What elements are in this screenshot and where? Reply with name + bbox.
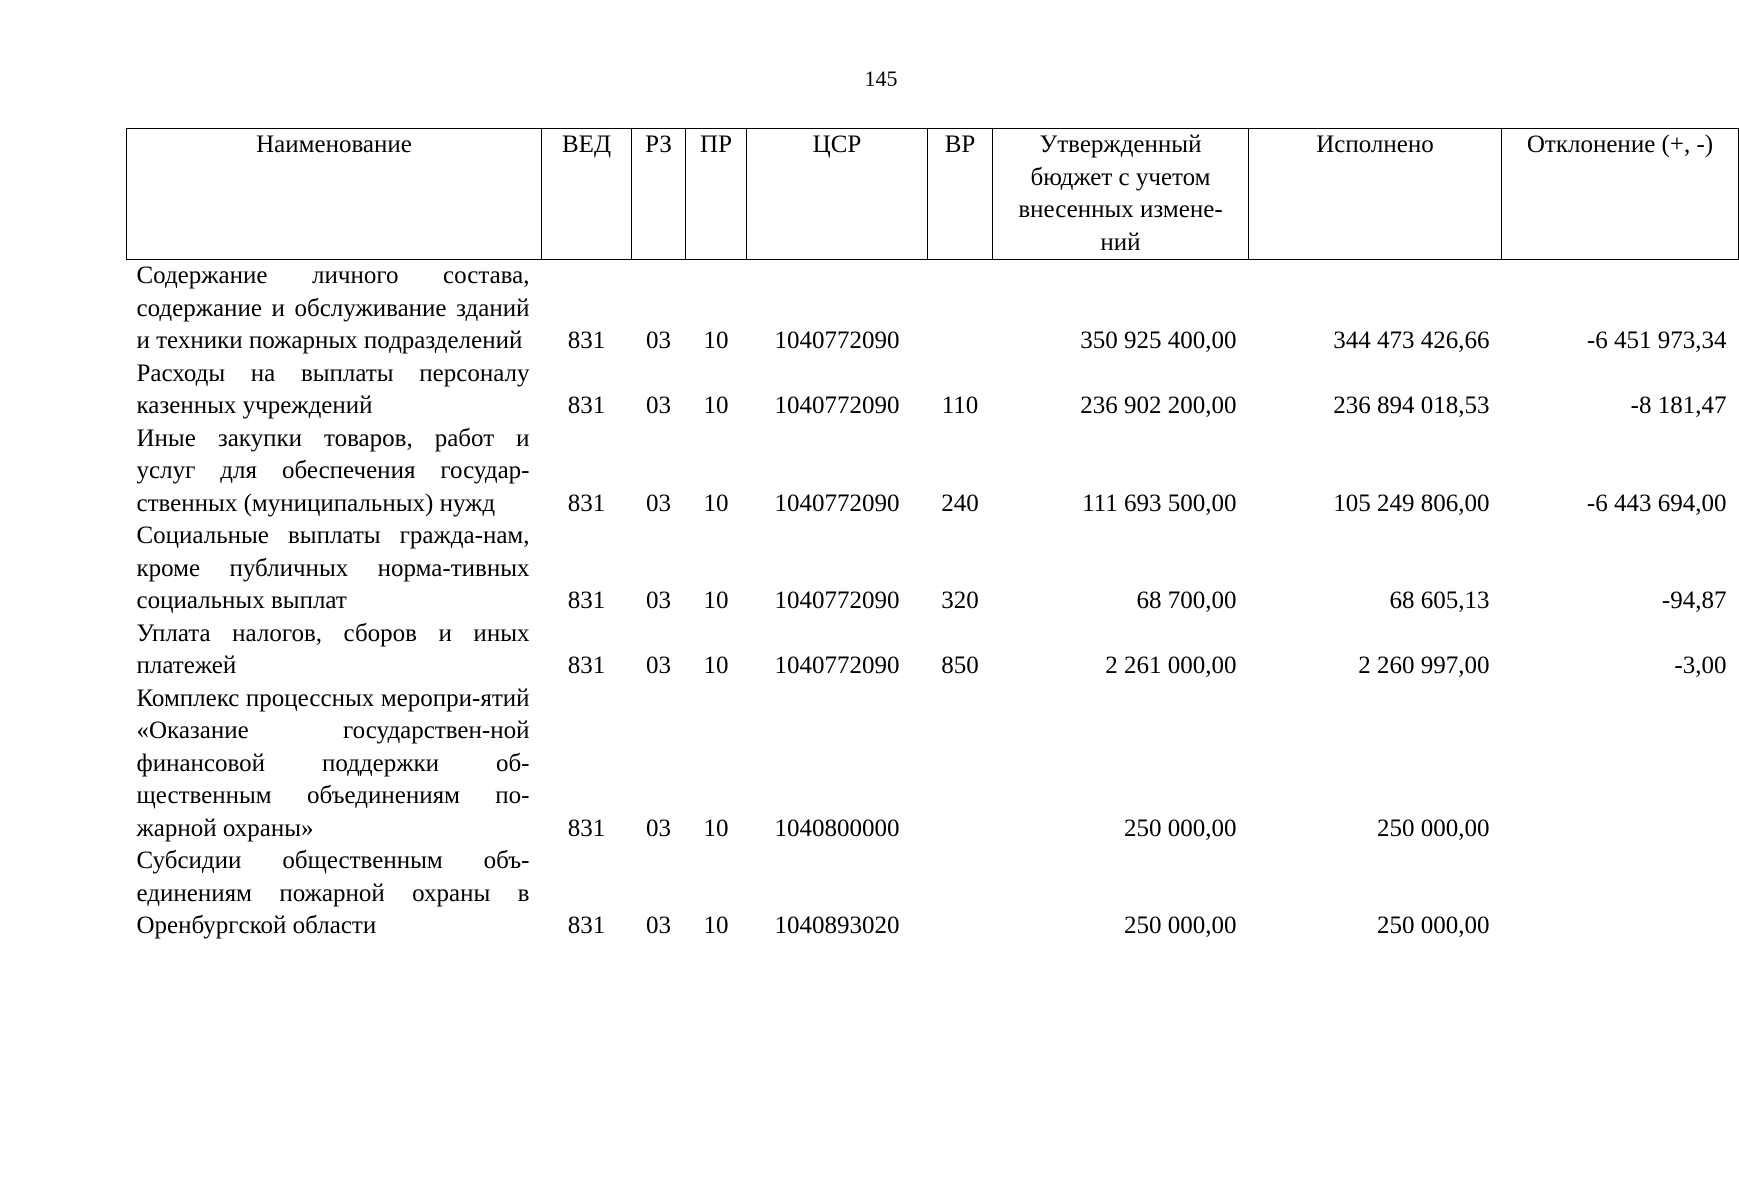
table-body [127,260,1739,943]
row-deviation: -3,00 [1674,652,1727,679]
table-row [127,260,1739,358]
table-row [127,423,1739,521]
row-pr: 10 [703,652,729,679]
row-vr [928,683,993,846]
header-csr: ЦСР [747,129,928,260]
row-approved: 350 925 400,00 [1080,327,1237,354]
row-ved: 831 [567,392,606,419]
table-row [127,683,1739,846]
row-deviation: -94,87 [1661,587,1727,614]
row-name: Уплата налогов, сборов и иных платежей [136,619,530,679]
row-deviation: -6 443 694,00 [1586,489,1727,517]
row-name: Комплекс процессных меропри-ятий «Оказание государствен-ной финансовой поддержки об-щественным объединениям по-жарной охраны» [136,684,530,842]
row-vr: 240 [941,489,979,517]
table-row [127,520,1739,618]
row-pr: 10 [703,327,729,354]
row-executed: 105 249 806,00 [1333,489,1490,517]
row-name: Расходы на выплаты персоналу казенных учреждений [136,359,530,419]
header-deviation: Отклонение (+, -) [1502,129,1739,260]
row-pr: 10 [703,912,729,939]
row-ved: 831 [567,652,606,679]
row-rz: 03 [646,587,671,614]
row-csr: 1040772090 [774,392,900,419]
row-pr: 10 [703,587,729,614]
table-header [127,129,1739,260]
row-approved: 250 000,00 [1124,912,1237,939]
row-ved: 831 [567,912,606,939]
document-page [69,0,1727,1200]
header-pr: ПР [686,129,747,260]
header-name: Наименование [127,129,542,260]
row-pr: 10 [703,392,729,419]
row-csr: 1040800000 [774,814,900,842]
row-approved: 250 000,00 [1124,814,1237,842]
row-vr: 110 [941,392,979,419]
row-executed: 2 260 997,00 [1358,652,1490,679]
row-name: Содержание личного состава, содержание и обслуживание зданий и техники пожарных подразделений [136,262,530,354]
row-vr [928,260,993,358]
budget-execution-table [126,128,1739,943]
row-csr: 1040772090 [774,587,900,614]
header-row [127,129,1739,260]
row-executed: 68 605,13 [1389,587,1490,614]
row-name: Субсидии общественным объ-единениям пожарной охраны в Оренбургской области [136,847,530,939]
row-pr: 10 [703,489,729,517]
row-deviation: -6 451 973,34 [1586,327,1727,354]
row-csr: 1040893020 [774,912,900,939]
row-ved: 831 [567,587,606,614]
header-executed: Исполнено [1249,129,1502,260]
row-rz: 03 [646,814,671,842]
row-approved: 2 261 000,00 [1105,652,1237,679]
row-vr: 850 [941,652,979,679]
row-deviation: -8 181,47 [1630,392,1727,419]
row-executed: 250 000,00 [1377,912,1490,939]
row-csr: 1040772090 [774,652,900,679]
row-pr: 10 [703,814,729,842]
row-rz: 03 [646,489,671,517]
table-row [127,618,1739,683]
row-approved: 111 693 500,00 [1082,489,1237,517]
table-row [127,845,1739,943]
row-deviation [1502,845,1739,943]
row-vr: 320 [941,587,979,614]
row-ved: 831 [567,814,606,842]
row-ved: 831 [567,327,606,354]
row-approved: 236 902 200,00 [1080,392,1237,419]
row-csr: 1040772090 [774,489,900,517]
header-ved: ВЕД [542,129,632,260]
row-rz: 03 [646,912,671,939]
row-rz: 03 [646,327,671,354]
table-row [127,358,1739,423]
header-rz: РЗ [632,129,686,260]
header-vr: ВР [928,129,993,260]
row-rz: 03 [646,392,671,419]
row-ved: 831 [567,489,606,517]
row-deviation [1502,683,1739,846]
row-executed: 236 894 018,53 [1333,392,1490,419]
header-approved: Утвержденный бюджет с учетом внесенных измене-ний [993,129,1249,260]
row-rz: 03 [646,652,671,679]
row-csr: 1040772090 [774,327,900,354]
row-vr [928,845,993,943]
row-name: Иные закупки товаров, работ и услуг для обеспечения государ-ственных (муниципальных) нужд [136,424,530,517]
row-executed: 250 000,00 [1377,814,1490,842]
row-name: Социальные выплаты гражда-нам, кроме публичных норма-тивных социальных выплат [136,522,530,614]
page-number: 145 [864,66,898,91]
row-executed: 344 473 426,66 [1333,327,1490,354]
row-approved: 68 700,00 [1136,587,1237,614]
